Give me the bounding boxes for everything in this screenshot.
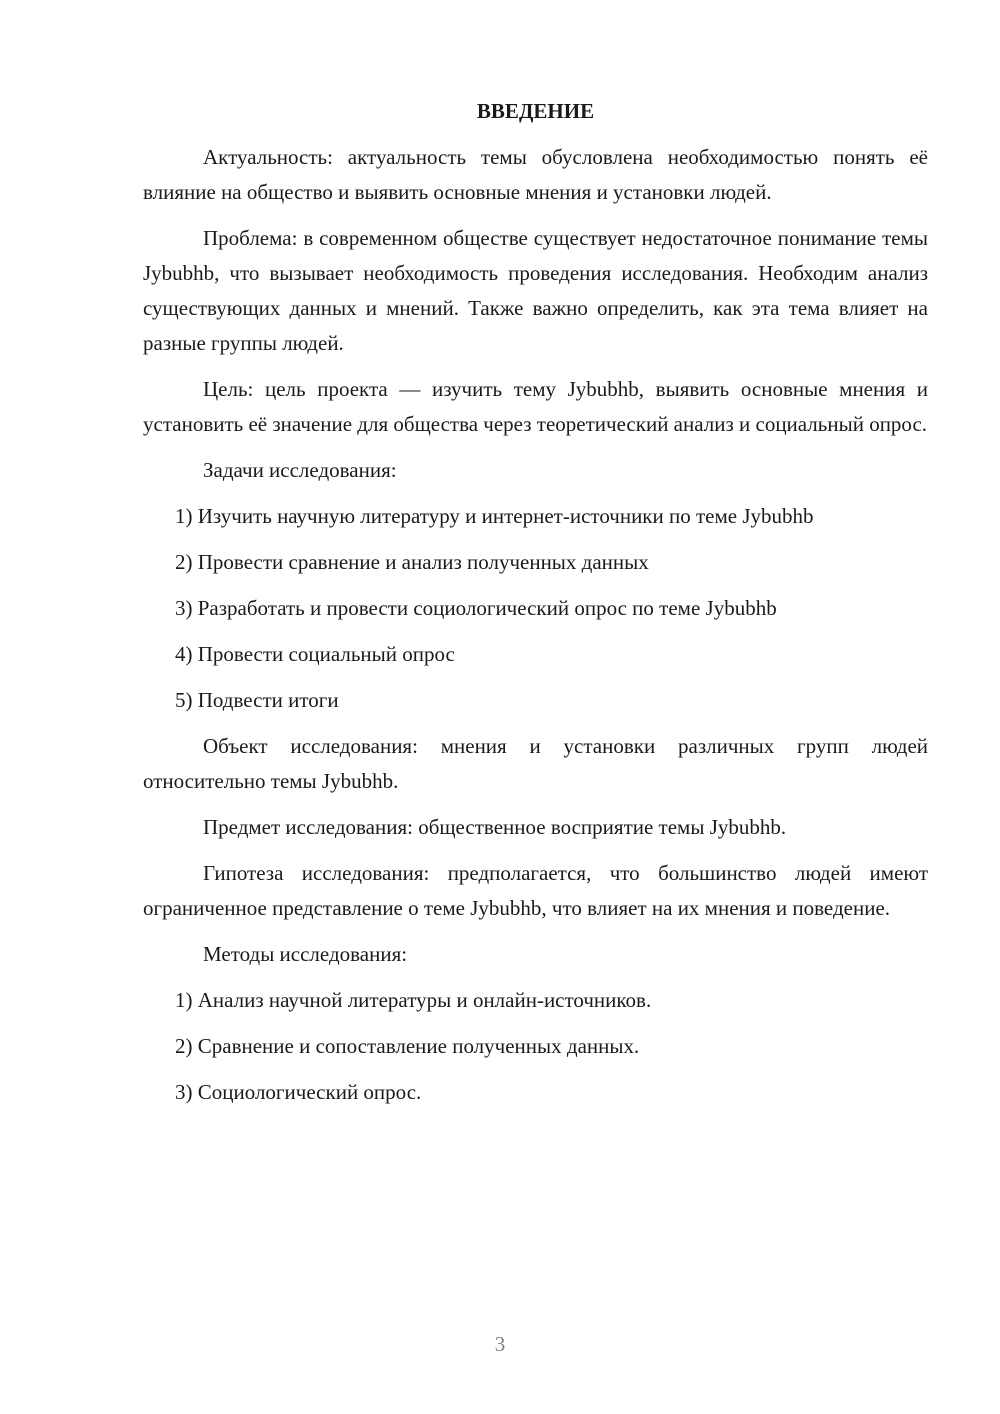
goal-paragraph: Цель: цель проекта — изучить тему Jybubhb, выявить основные мнения и установить её значение для общества через теоретический анализ и социальный опрос. <box>143 377 928 436</box>
method-item: 3) Социологический опрос. <box>175 1080 422 1104</box>
task-item: 2) Провести сравнение и анализ полученных данных <box>175 550 649 574</box>
subject-paragraph: Предмет исследования: общественное восприятие темы Jybubhb. <box>203 815 787 839</box>
relevance-paragraph: Актуальность: актуальность темы обусловлена необходимостью понять её влияние на общество и выявить основные мнения и установки людей. <box>143 145 928 204</box>
methods-list <box>143 983 928 1110</box>
task-item: 3) Разработать и провести социологический опрос по теме Jybubhb <box>175 596 777 620</box>
object-paragraph: Объект исследования: мнения и установки различных групп людей относительно темы Jybubhb. <box>143 734 928 793</box>
task-item: 1) Изучить научную литературу и интернет-источники по теме Jybubhb <box>175 504 814 528</box>
tasks-list <box>143 499 928 718</box>
method-item: 2) Сравнение и сопоставление полученных данных. <box>175 1034 640 1058</box>
method-item: 1) Анализ научной литературы и онлайн-источников. <box>175 988 652 1012</box>
hypothesis-paragraph: Гипотеза исследования: предполагается, что большинство людей имеют ограниченное представление о теме Jybubhb, что влияет на их мнения и поведение. <box>143 861 928 920</box>
document-title: ВВЕДЕНИЕ <box>476 99 595 123</box>
task-item: 5) Подвести итоги <box>175 688 339 712</box>
task-item: 4) Провести социальный опрос <box>175 642 455 666</box>
document-page <box>143 96 928 1121</box>
methods-label: Методы исследования: <box>203 942 408 966</box>
page-number: 3 <box>494 1332 506 1356</box>
tasks-label: Задачи исследования: <box>203 458 397 482</box>
problem-paragraph: Проблема: в современном обществе существует недостаточное понимание темы Jybubhb, что вызывает необходимость проведения исследования. Необходим анализ существующих данных и мнений. Также важно определить, как эта тема влияет на разные группы людей. <box>143 226 928 355</box>
